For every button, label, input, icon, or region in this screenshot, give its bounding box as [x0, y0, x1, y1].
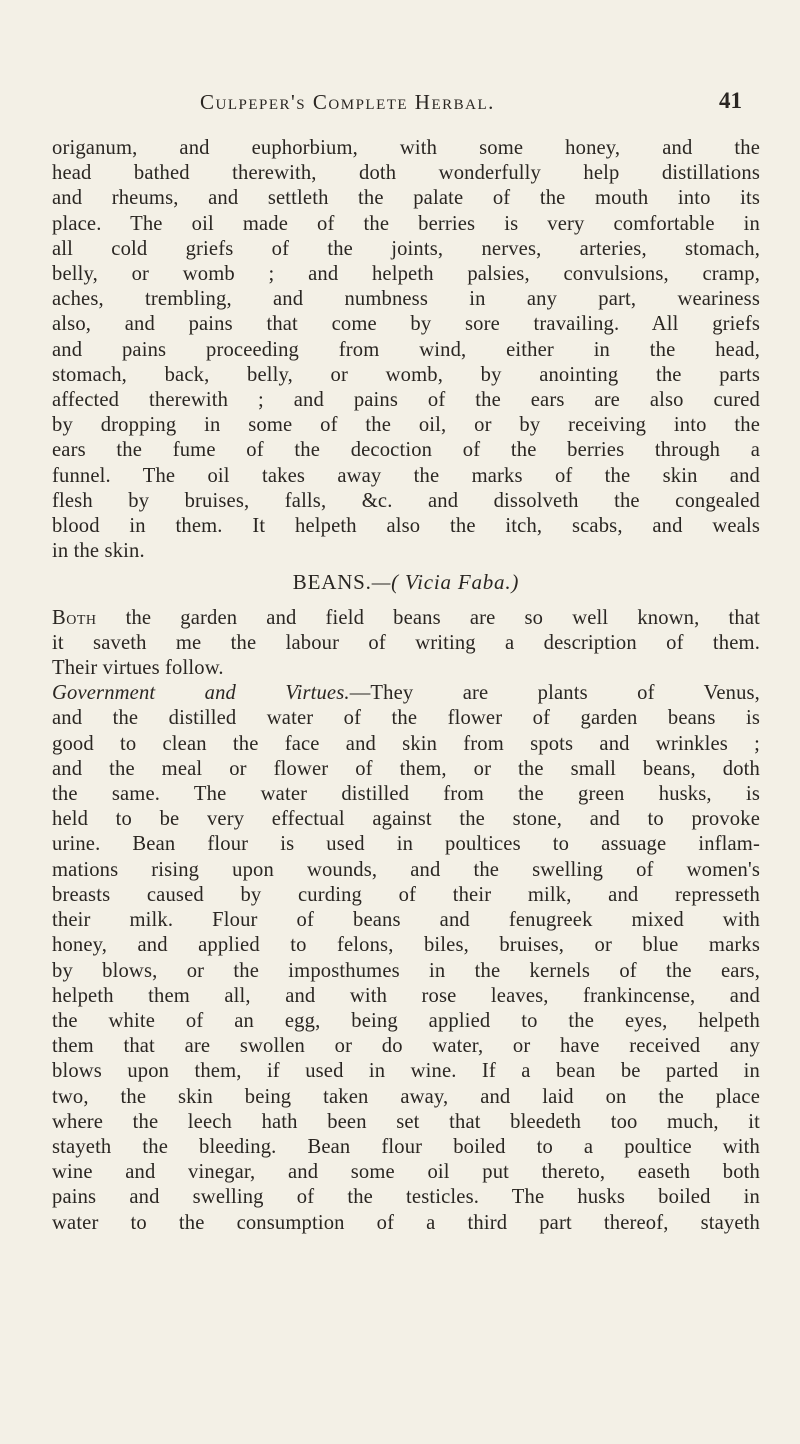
page-number: 41 — [719, 88, 742, 113]
text-line: by blows, or the imposthumes in the kernels of the ears, — [52, 959, 760, 982]
section-title-text: BEANS. — [292, 570, 372, 595]
text-line: place. The oil made of the berries is very comfortable in — [52, 212, 760, 235]
section-title-beans — [52, 570, 760, 595]
text-line: water to the consumption of a third part thereof, stayeth — [52, 1211, 760, 1234]
text-line: all cold griefs of the joints, nerves, arteries, stomach, — [52, 237, 760, 260]
text-line: by dropping in some of the oil, or by receiving into the — [52, 414, 760, 437]
text-line: flesh by bruises, falls, &c. and dissolveth the congealed — [52, 489, 760, 512]
text-line: two, the skin being taken away, and laid on the place — [52, 1085, 760, 1108]
running-head: Culpeper's Complete Herbal. — [200, 90, 495, 114]
text-line: ears the fume of the decoction of the berries through a — [52, 439, 760, 462]
paragraph-beans-intro — [52, 606, 760, 682]
text-line: where the leech hath been set that bleedeth too much, it — [52, 1110, 760, 1133]
scientific-name: —( Vicia Faba.) — [371, 570, 520, 595]
paragraph-berries-continued — [52, 136, 760, 564]
text-line: belly, or womb ; and helpeth palsies, convulsions, cramp, — [52, 263, 760, 286]
text-line: stayeth the bleeding. Bean flour boiled to a poultice with — [52, 1135, 760, 1158]
body-text — [52, 136, 760, 1236]
text-span: —They are plants of Venus, — [349, 682, 760, 705]
text-line — [52, 606, 760, 631]
text-line: blood in them. It helpeth also the itch, scabs, and weals — [52, 515, 760, 538]
page-header — [200, 88, 760, 128]
text-line — [52, 681, 760, 706]
text-line: affected therewith ; and pains of the ears are also cured — [52, 389, 760, 412]
drop-word: Both — [52, 606, 97, 629]
paragraph-government-and-virtues — [52, 681, 760, 1235]
text-line: wine and vinegar, and some oil put thereto, easeth both — [52, 1161, 760, 1184]
text-line: head bathed therewith, doth wonderfully help distillations — [52, 162, 760, 185]
text-line: stomach, back, belly, or womb, by anointing the parts — [52, 363, 760, 386]
text-line: and rheums, and settleth the palate of the mouth into its — [52, 187, 760, 210]
text-line: mations rising upon wounds, and the swelling of women's — [52, 858, 760, 881]
text-line: honey, and applied to felons, biles, bruises, or blue marks — [52, 934, 760, 957]
text-line: them that are swollen or do water, or have received any — [52, 1035, 760, 1058]
text-line: the same. The water distilled from the green husks, is — [52, 783, 760, 806]
text-line: the white of an egg, being applied to the eyes, helpeth — [52, 1009, 760, 1032]
text-line: good to clean the face and skin from spots and wrinkles ; — [52, 732, 760, 755]
text-line: held to be very effectual against the stone, and to provoke — [52, 808, 760, 831]
text-span: the garden and field beans are so well known, that — [96, 606, 760, 629]
text-line: origanum, and euphorbium, with some honey, and the — [52, 137, 760, 159]
text-line: urine. Bean flour is used in poultices to assuage inflam- — [52, 833, 760, 856]
text-line: pains and swelling of the testicles. The husks boiled in — [52, 1186, 760, 1209]
text-line: also, and pains that come by sore travailing. All griefs — [52, 313, 760, 336]
text-line: blows upon them, if used in wine. If a bean be parted in — [52, 1060, 760, 1083]
text-line: it saveth me the labour of writing a description of them. — [52, 631, 760, 654]
text-line: aches, trembling, and numbness in any part, weariness — [52, 288, 760, 311]
subheading: Government and Virtues. — [52, 682, 350, 705]
text-line: Their virtues follow. — [52, 657, 224, 680]
text-line: in the skin. — [52, 540, 145, 563]
text-line: and pains proceeding from wind, either in the head, — [52, 338, 760, 361]
text-line: breasts caused by curding of their milk, and represseth — [52, 883, 760, 906]
text-line: their milk. Flour of beans and fenugreek mixed with — [52, 909, 760, 932]
text-line: and the distilled water of the flower of garden beans is — [52, 707, 760, 730]
text-line: and the meal or flower of them, or the small beans, doth — [52, 757, 760, 780]
text-line: helpeth them all, and with rose leaves, frankincense, and — [52, 984, 760, 1007]
text-line: funnel. The oil takes away the marks of the skin and — [52, 464, 760, 487]
